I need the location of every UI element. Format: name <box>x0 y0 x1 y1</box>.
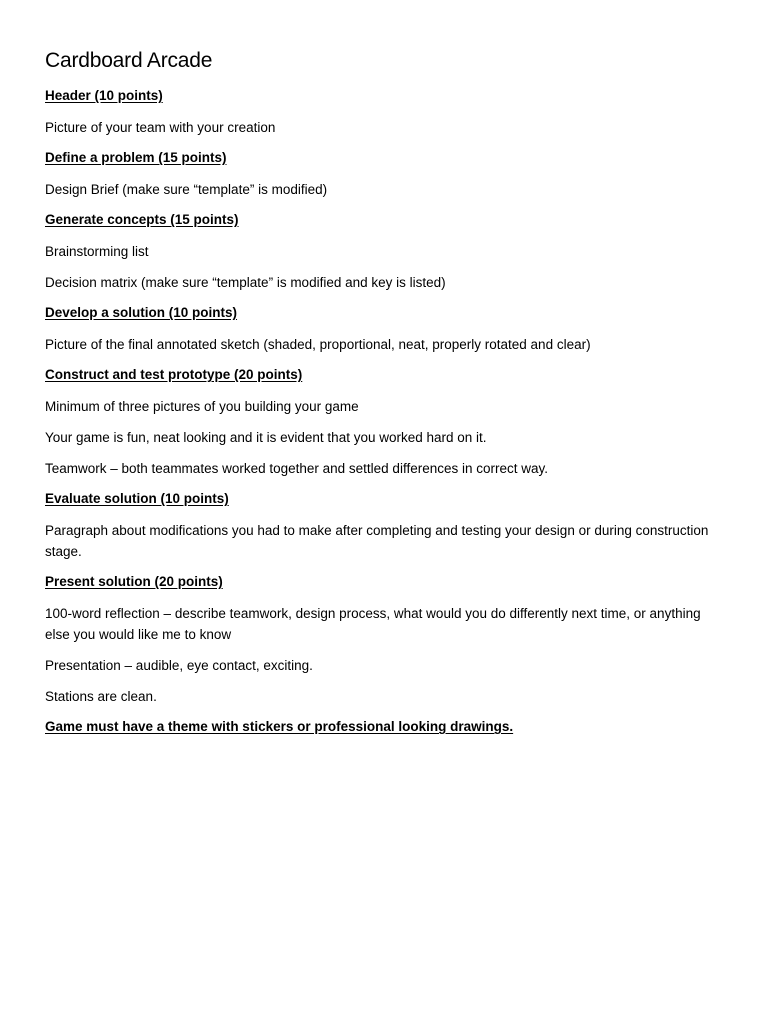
section-heading-define-problem: Define a problem (15 points) <box>45 150 227 165</box>
document-page <box>45 47 725 748</box>
body-line: Teamwork – both teammates worked together and settled differences in correct way. <box>45 461 549 476</box>
section-heading-construct-test: Construct and test prototype (20 points) <box>45 367 303 382</box>
closing-requirement: Game must have a theme with stickers or professional looking drawings. <box>45 719 514 734</box>
body-line: Design Brief (make sure “template” is modified) <box>45 182 328 197</box>
body-line: Decision matrix (make sure “template” is modified and key is listed) <box>45 275 446 290</box>
body-line: Minimum of three pictures of you building your game <box>45 399 359 414</box>
body-paragraph: Paragraph about modifications you had to make after completing and testing your design or during construction stage. <box>45 523 709 559</box>
body-paragraph: 100-word reflection – describe teamwork, design process, what would you do differently next time, or anything else you would like me to know <box>45 606 701 642</box>
document-title: Cardboard Arcade <box>45 49 213 72</box>
section-heading-generate-concepts: Generate concepts (15 points) <box>45 212 239 227</box>
section-heading-present-solution: Present solution (20 points) <box>45 574 223 589</box>
body-line: Your game is fun, neat looking and it is evident that you worked hard on it. <box>45 430 487 445</box>
section-heading-header: Header (10 points) <box>45 88 163 103</box>
body-line: Stations are clean. <box>45 689 157 704</box>
section-heading-evaluate-solution: Evaluate solution (10 points) <box>45 491 229 506</box>
section-heading-develop-solution: Develop a solution (10 points) <box>45 305 238 320</box>
body-line: Picture of the final annotated sketch (shaded, proportional, neat, properly rotated and clear) <box>45 337 591 352</box>
body-line: Brainstorming list <box>45 244 149 259</box>
body-line: Picture of your team with your creation <box>45 120 276 135</box>
body-line: Presentation – audible, eye contact, exciting. <box>45 658 313 673</box>
